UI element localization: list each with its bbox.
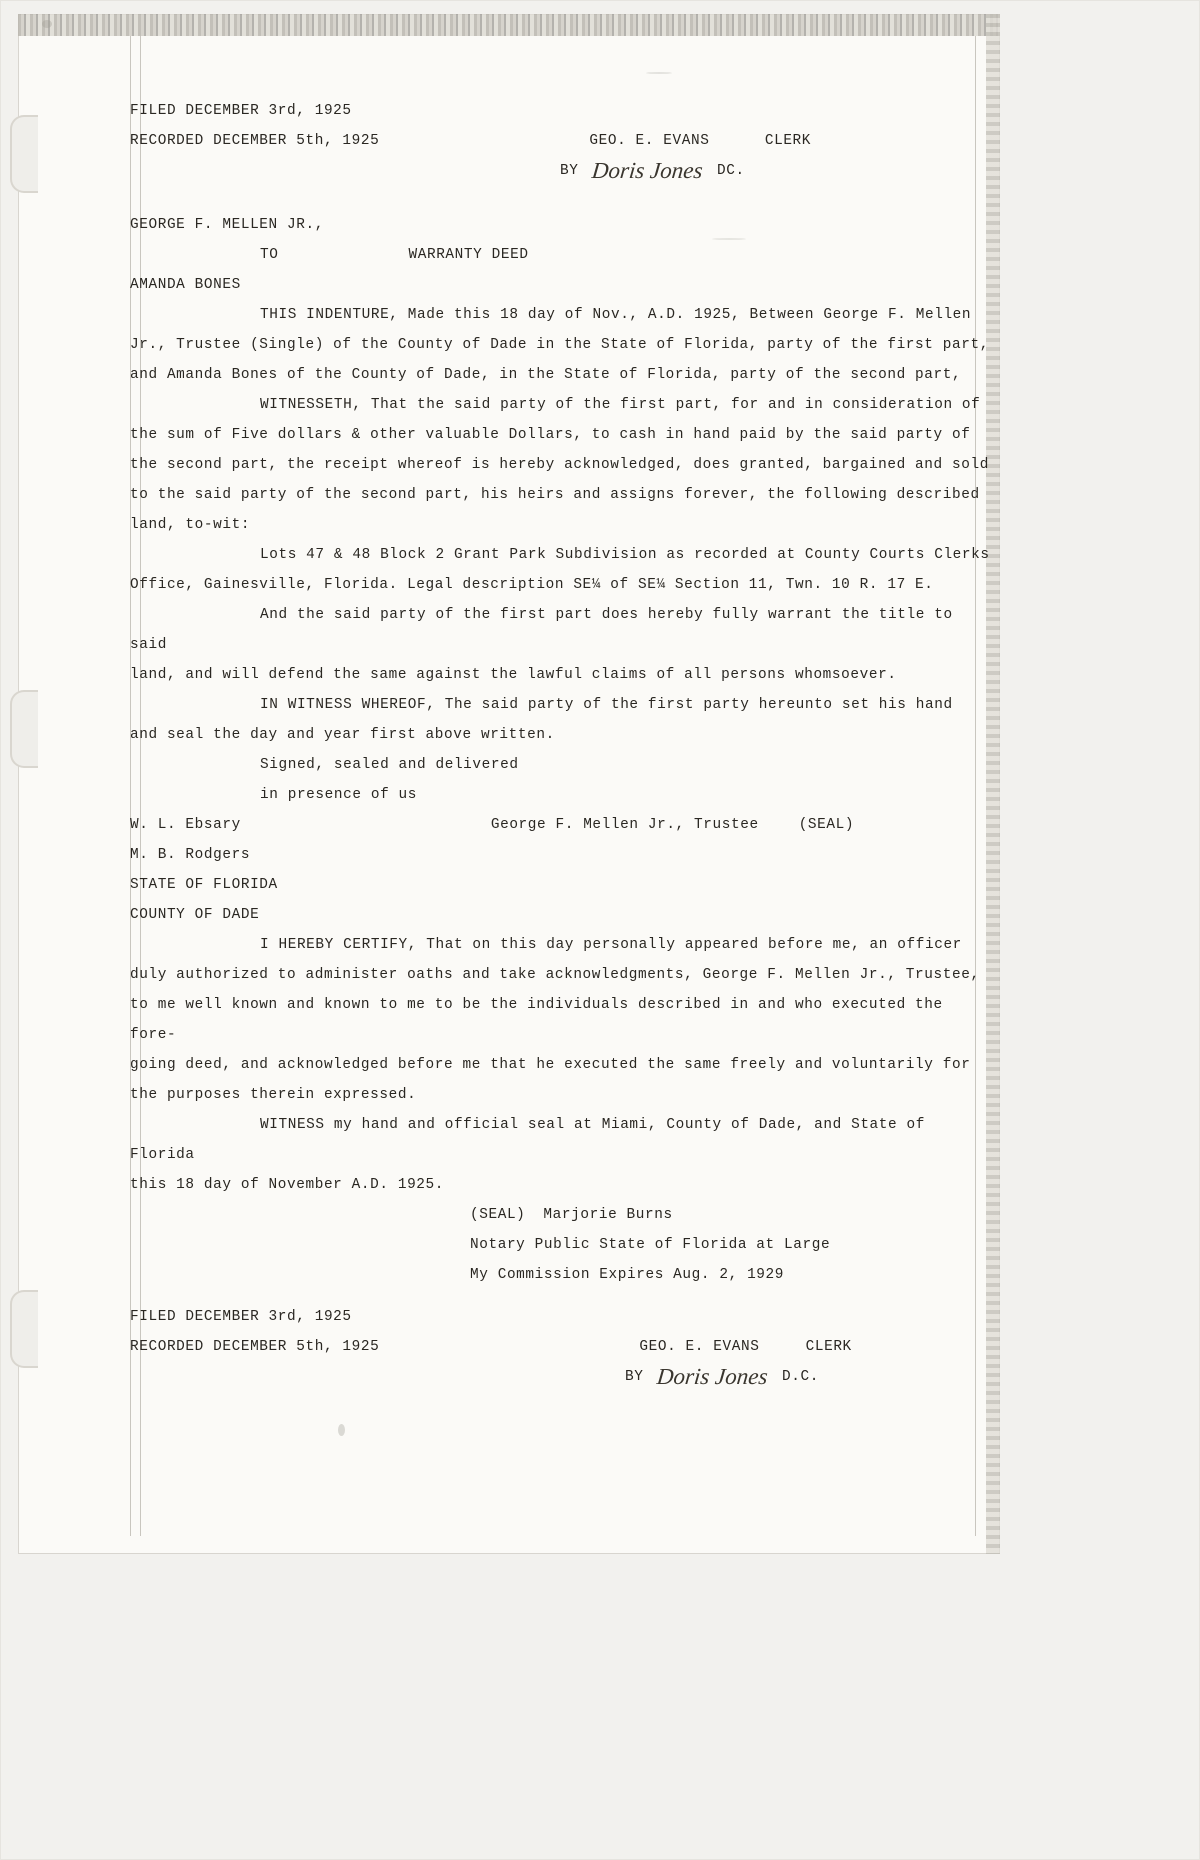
body-line-8: land, to-wit:	[130, 517, 251, 533]
witness-2: M. B. Rodgers	[130, 847, 251, 863]
scan-speck-3	[646, 72, 672, 74]
body-line-11: And the said party of the first part does hereby fully warrant the title to said	[130, 607, 962, 653]
signed-sealed-line: Signed, sealed and delivered	[260, 757, 519, 773]
grantee-name: AMANDA BONES	[130, 277, 241, 293]
body-line-6: the second part, the receipt whereof is hereby acknowledged, does granted, bargained and sold	[130, 457, 989, 473]
body-line-9: Lots 47 & 48 Block 2 Grant Park Subdivision as recorded at County Courts Clerks	[260, 547, 990, 563]
parties-to-row	[130, 240, 990, 270]
scan-speck-2	[338, 1424, 345, 1436]
header-recorded: RECORDED DECEMBER 5th, 1925	[130, 133, 380, 149]
footer-recorded: RECORDED DECEMBER 5th, 1925	[130, 1339, 380, 1355]
footer-by-label: BY	[625, 1369, 644, 1385]
body-line-10: Office, Gainesville, Florida. Legal description SE¼ of SE¼ Section 11, Twn. 10 R. 17 E.	[130, 577, 934, 593]
notary-commission: My Commission Expires Aug. 2, 1929	[470, 1267, 785, 1283]
ack-line-4: going deed, and acknowledged before me that he executed the same freely and voluntarily for	[130, 1057, 971, 1073]
presence-line: in presence of us	[260, 787, 418, 803]
footer-by-row	[130, 1362, 990, 1392]
body-line-14: and seal the day and year first above written.	[130, 727, 555, 743]
deed-text	[130, 96, 990, 1392]
footer-clerk: GEO. E. EVANS CLERK	[639, 1339, 852, 1355]
body-line-5: the sum of Five dollars & other valuable Dollars, to cash in hand paid by the said party of	[130, 427, 971, 443]
punch-hole-bottom	[10, 1290, 38, 1368]
footer-filed: FILED DECEMBER 3rd, 1925	[130, 1309, 352, 1325]
scan-edge-top	[18, 14, 1000, 36]
notary-name: Marjorie Burns	[543, 1207, 673, 1223]
document-title: WARRANTY DEED	[408, 247, 529, 263]
header-filed: FILED DECEMBER 3rd, 1925	[130, 103, 352, 119]
header-dc: DC.	[717, 163, 745, 179]
ack-line-3: to me well known and known to me to be the individuals described in and who executed the fore-	[130, 997, 952, 1043]
witness-1-row	[130, 810, 990, 840]
body-line-3: and Amanda Bones of the County of Dade, in the State of Florida, party of the second part,	[130, 367, 962, 383]
header-filed-row	[130, 96, 990, 126]
footer-dc: D.C.	[782, 1369, 819, 1385]
clerk-signature-bottom: Doris Jones	[656, 1364, 770, 1389]
header-by-row	[130, 156, 990, 186]
state-line: STATE OF FLORIDA	[130, 877, 278, 893]
ack-line-7: this 18 day of November A.D. 1925.	[130, 1177, 445, 1193]
grantor-name: GEORGE F. MELLEN JR.,	[130, 217, 324, 233]
footer-recorded-row	[130, 1332, 990, 1362]
notary-title: Notary Public State of Florida at Large	[470, 1237, 831, 1253]
grantor-signature-line: George F. Mellen Jr., Trustee	[490, 817, 759, 833]
ack-line-5: the purposes therein expressed.	[130, 1087, 417, 1103]
header-clerk: GEO. E. EVANS CLERK	[589, 133, 812, 149]
body-line-1: THIS INDENTURE, Made this 18 day of Nov., A.D. 1925, Between George F. Mellen	[260, 307, 972, 323]
notary-seal-mark: (SEAL)	[470, 1207, 526, 1223]
body-line-4: WITNESSETH, That the said party of the first part, for and in consideration of	[260, 397, 981, 413]
body-line-12: land, and will defend the same against the lawful claims of all persons whomsoever.	[130, 667, 897, 683]
punch-hole-top	[10, 115, 38, 193]
ack-line-2: duly authorized to administer oaths and take acknowledgments, George F. Mellen Jr., Trustee,	[130, 967, 980, 983]
body-line-7: to the said party of the second part, his heirs and assigns forever, the following described	[130, 487, 980, 503]
clerk-signature-top: Doris Jones	[591, 158, 705, 183]
body-line-2: Jr., Trustee (Single) of the County of Dade in the State of Florida, party of the first part,	[130, 337, 989, 353]
parties-to-label: TO	[260, 247, 279, 263]
notary-name-row	[130, 1200, 990, 1230]
punch-hole-middle	[10, 690, 38, 768]
ack-line-1: I HEREBY CERTIFY, That on this day personally appeared before me, an officer	[260, 937, 962, 953]
body-line-13: IN WITNESS WHEREOF, The said party of the first party hereunto set his hand	[260, 697, 953, 713]
witness-1: W. L. Ebsary	[130, 817, 241, 833]
header-recorded-row	[130, 126, 990, 156]
ack-line-6: WITNESS my hand and official seal at Miami, County of Dade, and State of Florida	[130, 1117, 935, 1163]
header-by-label: BY	[560, 163, 579, 179]
grantor-seal-mark: (SEAL)	[798, 817, 855, 833]
county-line: COUNTY OF DADE	[130, 907, 260, 923]
scan-speck-1	[42, 20, 52, 28]
